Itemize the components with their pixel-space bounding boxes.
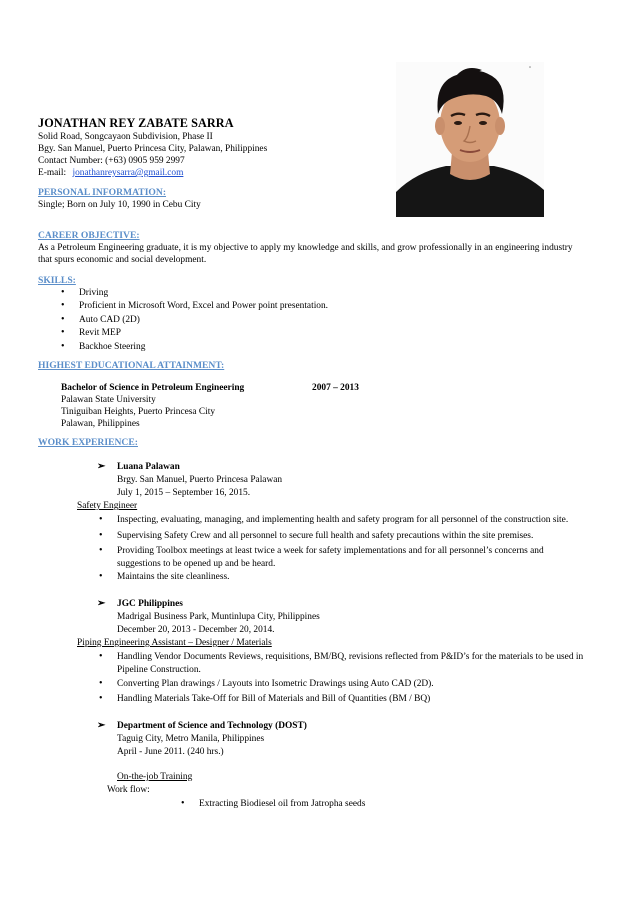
skill-item: • Backhoe Steering: [79, 341, 328, 354]
school-name: Palawan State University: [61, 395, 156, 405]
degree: Bachelor of Science in Petroleum Engineering: [61, 383, 245, 393]
skills-list: [79, 287, 328, 354]
job-title: On-the-job Training: [117, 772, 193, 782]
job-dates: July 1, 2015 – September 16, 2015.: [117, 488, 251, 498]
skill-item: • Proficient in Microsoft Word, Excel and Power point presentation.: [79, 300, 328, 313]
personal-info-text: Single; Born on July 10, 1990 in Cebu City: [38, 200, 201, 210]
address-line-2: Bgy. San Manuel, Puerto Princesa City, Palawan, Philippines: [38, 144, 268, 154]
work-experience-heading: WORK EXPERIENCE:: [38, 437, 138, 448]
profile-photo: [396, 62, 544, 217]
job-duty: • Inspecting, evaluating, managing, and implementing health and safety program for all personnel of the construction site.: [117, 514, 568, 527]
job-duty: • Providing Toolbox meetings at least twice a week for safety implementations and for all personnel’s concerns and: [117, 545, 544, 558]
personal-info-heading: PERSONAL INFORMATION:: [38, 187, 167, 198]
skill-item: • Auto CAD (2D): [79, 314, 328, 327]
job-address: Madrigal Business Park, Muntinlupa City, Philippines: [117, 612, 320, 622]
job-duty: • Handling Materials Take-Off for Bill of Materials and Bill of Quantities (BM / BQ): [117, 693, 430, 706]
job-duty: • Maintains the site cleanliness.: [117, 571, 229, 584]
school-address-1: Tiniguiban Heights, Puerto Princesa City: [61, 407, 216, 417]
job-duty-continued: Pipeline Construction.: [117, 665, 201, 675]
skill-item: • Driving: [79, 287, 328, 300]
email-row: [38, 167, 183, 180]
job-duty: • Supervising Safety Crew and all personnel to secure full health and safety precautions within the site premises.: [117, 530, 533, 543]
education-years: 2007 – 2013: [312, 383, 359, 393]
job-company: ➢ Department of Science and Technology (DOST): [117, 720, 307, 733]
career-objective-line-2: that spurs economic and social development.: [38, 255, 207, 265]
email-label: E-mail:: [38, 168, 67, 178]
workflow-label: Work flow:: [107, 785, 150, 795]
address-line-1: Solid Road, Songcayaon Subdivision, Phase II: [38, 132, 213, 142]
job-duty: • Extracting Biodiesel oil from Jatropha seeds: [199, 798, 365, 811]
email-link[interactable]: jonathanreysarra@gmail.com: [72, 168, 184, 178]
job-duty-continued: suggestions to be opened up and be heard.: [117, 559, 276, 569]
candidate-name: JONATHAN REY ZABATE SARRA: [38, 116, 234, 130]
job-company: ➢ JGC Philippines: [117, 598, 183, 611]
job-address: Taguig City, Metro Manila, Philippines: [117, 734, 265, 744]
job-duty: • Handling Vendor Documents Reviews, requisitions, BM/BQ, revisions reflected from P&ID’s for the materials to be used in: [117, 651, 583, 664]
job-company: ➢ Luana Palawan: [117, 461, 180, 474]
skills-heading: SKILLS:: [38, 275, 76, 286]
education-heading: HIGHEST EDUCATIONAL ATTAINMENT:: [38, 360, 225, 371]
job-dates: April - June 2011. (240 hrs.): [117, 747, 224, 757]
job-title: Piping Engineering Assistant – Designer / Materials: [77, 638, 272, 648]
job-address: Brgy. San Manuel, Puerto Princesa Palawan: [117, 475, 283, 485]
career-objective-heading: CAREER OBJECTIVE:: [38, 230, 140, 241]
portrait-image: [396, 62, 544, 217]
job-duty: • Converting Plan drawings / Layouts into Isometric Drawings using Auto CAD (2D).: [117, 678, 434, 691]
career-objective-line-1: As a Petroleum Engineering graduate, it is my objective to apply my knowledge and skills, and grow professionally in an engineering industry: [38, 243, 573, 253]
contact-number: Contact Number: (+63) 0905 959 2997: [38, 156, 185, 166]
school-address-2: Palawan, Philippines: [61, 419, 140, 429]
job-title: Safety Engineer: [77, 501, 138, 511]
job-dates: December 20, 2013 - December 20, 2014.: [117, 625, 275, 635]
skill-item: • Revit MEP: [79, 327, 328, 340]
